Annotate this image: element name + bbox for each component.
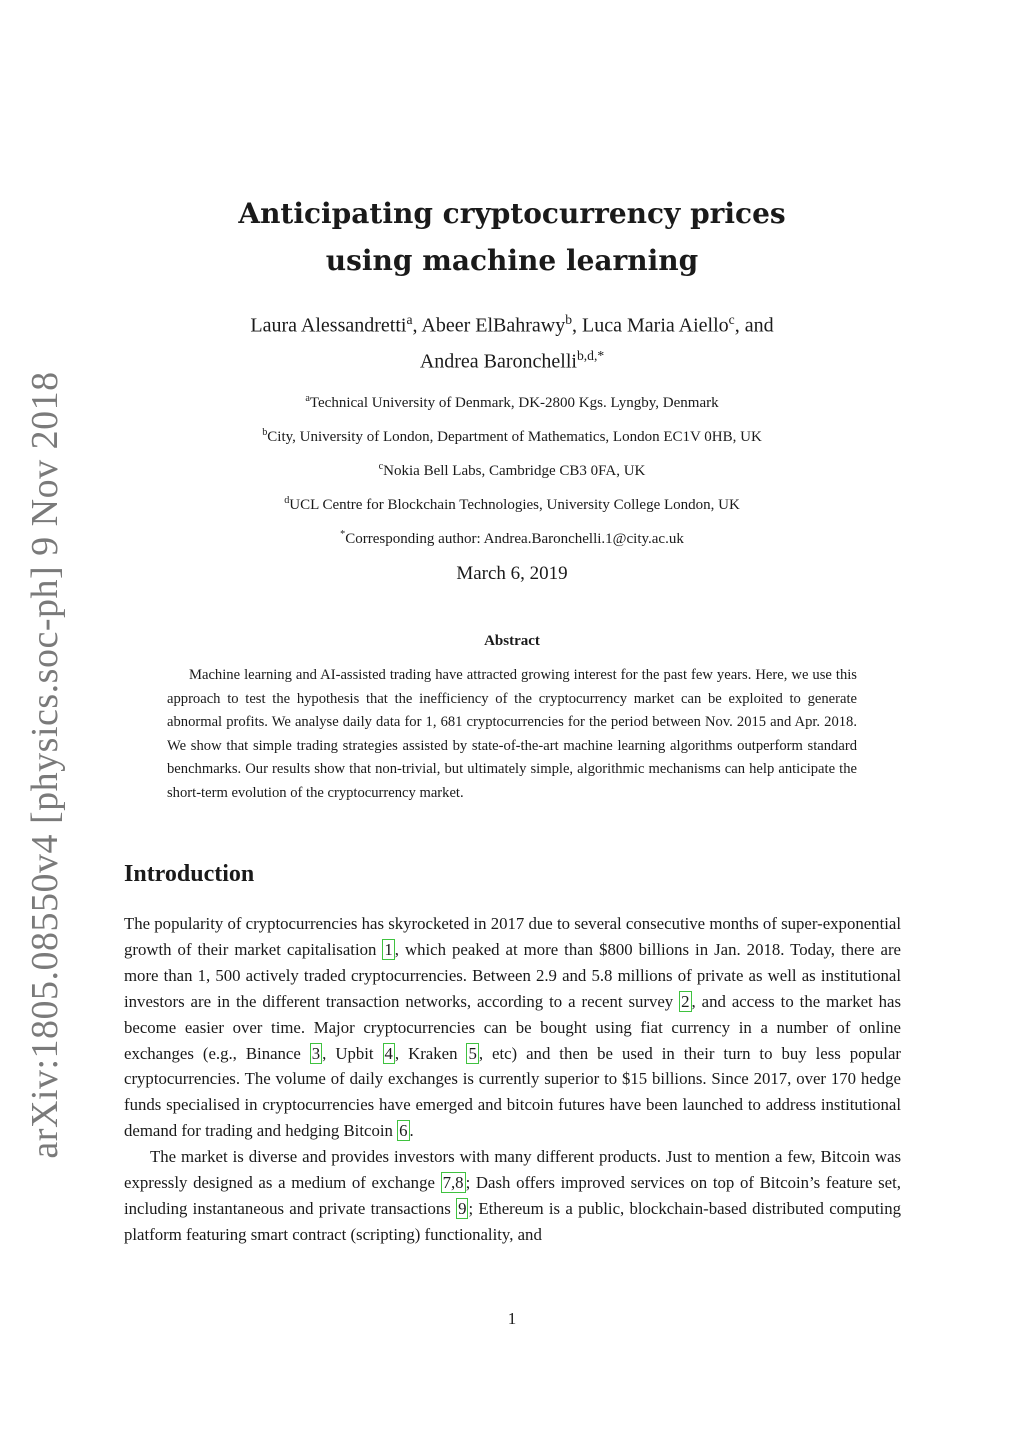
citation-link[interactable]: 1 [384, 939, 393, 959]
affiliation [0, 452, 1024, 486]
text-run: , which peaked at more than $800 billions in Jan. 2018. Today, there are more than 1, 500 actively traded cryptocurrencies. Between 2.9 and 5.8 millions of private as well as institutional investors are in the different transaction networks, according to a recent survey [124, 939, 901, 1011]
author-affil-mark: a [406, 312, 413, 327]
author-separator: , and [734, 314, 774, 337]
paragraph [124, 911, 901, 1144]
text-run: , and access to the market has become easier over time. Major cryptocurrencies can be bought using fiat currency in a number of online exchanges (e.g., Binance [124, 991, 902, 1063]
affiliation-mark: b [262, 427, 268, 438]
author-separator: , [412, 314, 422, 337]
text-run: , Kraken [394, 1043, 467, 1063]
author-name: Luca Maria Aiello [582, 314, 729, 337]
citation-link[interactable]: 3 [311, 1043, 321, 1063]
abstract-heading: Abstract [484, 633, 540, 649]
corresponding-author-text: Corresponding author: Andrea.Baronchelli.1@city.ac.uk [345, 531, 684, 547]
introduction-body [124, 911, 901, 1248]
title-line-1: Anticipating cryptocurrency prices [238, 197, 786, 230]
text-run: ; Dash offers improved services on top of Bitcoin’s feature set, including instantaneous and private transactions [124, 1173, 901, 1218]
abstract-text: Machine learning and AI-assisted trading have attracted growing interest for the past few years. Here, we use this approach to test the hypothesis that the inefficiency of the cryptocurrency market can be exploited to generate abnormal profits. We analyse daily data for 1, 681 cryptocurrencies for the period between Nov. 2015 and Apr. 2018. We show that simple trading strategies assisted by state-of-the-art machine learning algorithms outperform standard benchmarks. Our results show that non-trivial, but ultimately simple, algorithmic mechanisms can help anticipate the short-term evolution of the cryptocurrency market. [167, 667, 857, 801]
affiliation-mark: d [284, 495, 290, 506]
corresponding-author [0, 520, 1024, 554]
affiliation-text: Technical University of Denmark, DK-2800 Kgs. Lyngby, Denmark [309, 395, 719, 411]
citation-link[interactable]: 7,8 [442, 1173, 464, 1193]
citation-link[interactable]: 2 [681, 991, 690, 1011]
text-run: , etc) and then be used in their turn to buy less popular cryptocurrencies. The volume of daily exchanges is currently superior to $15 billions. Since 2017, over 170 hedge funds specialised in cryptocurrencies have emerged and bitcoin futures have been launched to address institutional demand for trading and hedging Bitcoin [124, 1043, 901, 1141]
introduction-heading: Introduction [124, 861, 255, 887]
text-run: . [409, 1121, 414, 1141]
citation-link[interactable]: 5 [468, 1043, 477, 1063]
paper-title [0, 190, 1024, 284]
title-line-2: using machine learning [325, 244, 699, 277]
author-name: Laura Alessandretti [250, 314, 407, 337]
author-affil-mark: c [728, 312, 735, 327]
affiliation-text: UCL Centre for Blockchain Technologies, University College London, UK [289, 497, 740, 513]
author-list [0, 305, 1024, 376]
author-name: Andrea Baronchelli [419, 350, 577, 373]
text-run: , Upbit [322, 1043, 383, 1063]
citation-link[interactable]: 9 [458, 1198, 467, 1218]
paragraph [124, 1144, 901, 1248]
text-run: The popularity of cryptocurrencies has skyrocketed in 2017 due to several consecutive months of super-exponential growth of their market capitalisation [124, 914, 901, 959]
citation-link[interactable]: 6 [399, 1121, 408, 1141]
affiliation-text: City, University of London, Department of Mathematics, London EC1V 0HB, UK [267, 429, 762, 445]
citation-link[interactable]: 4 [384, 1043, 393, 1063]
author-affil-mark: b,d,* [576, 347, 605, 363]
affiliation [0, 486, 1024, 520]
page-number: 1 [507, 1309, 517, 1328]
affiliation-text: Nokia Bell Labs, Cambridge CB3 0FA, UK [383, 463, 646, 479]
author-affil-mark: b [565, 312, 573, 327]
author-name: Abeer ElBahrawy [421, 314, 566, 337]
author-line-1 [0, 305, 1024, 341]
text-run: The market is diverse and provides investors with many different products. Just to mention a few, Bitcoin was expressly designed as a medium of exchange [124, 1147, 901, 1193]
affiliation-mark: * [340, 529, 346, 540]
affiliation-list [0, 384, 1024, 554]
author-line-2 [0, 341, 1024, 377]
affiliation-mark: c [378, 461, 384, 472]
affiliation [0, 384, 1024, 418]
arxiv-identifier: arXiv:1805.08550v4 [physics.soc-ph] 9 Nov 2018 [24, 371, 66, 1159]
text-run: ; Ethereum is a public, blockchain-based distributed computing platform featuring smart contract (scripting) functionality, and [124, 1198, 901, 1244]
paper-date: March 6, 2019 [456, 563, 568, 584]
author-separator: , [572, 314, 583, 337]
affiliation-mark: a [305, 393, 310, 404]
affiliation [0, 418, 1024, 452]
